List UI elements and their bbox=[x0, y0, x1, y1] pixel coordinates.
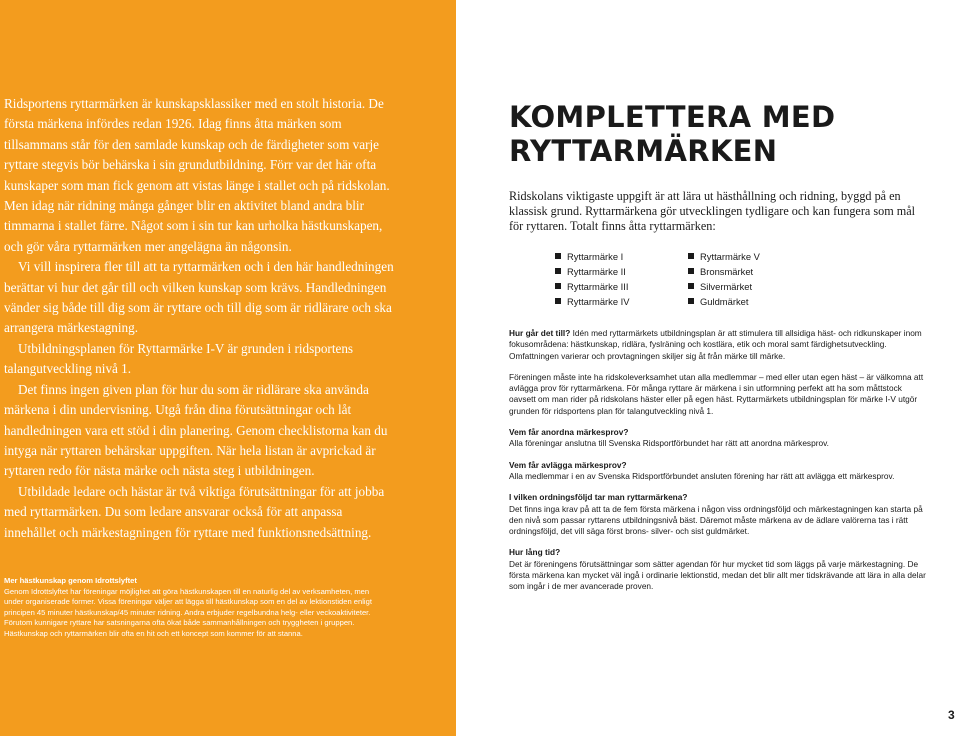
badge-list-left bbox=[555, 249, 630, 309]
faq-answer-text: Alla föreningar anslutna till Svenska Ridsportförbundet har rätt att anordna märkesprov. bbox=[509, 438, 829, 449]
square-bullet-icon bbox=[555, 298, 561, 304]
paragraph: Det finns ingen given plan för hur du som är ridlärare ska använda märkena i din undervisning. Utgå från dina förutsättningar och låt handledningen vara ett stöd i din planering. Genom checklistorna kan du intyga när ryttaren behärskar uppgiften. När hela listan är avprickad är ryttaren redo för nästa märke och nästa steg i utbildningen. bbox=[4, 381, 388, 479]
faq-answer bbox=[509, 460, 927, 483]
orange-panel bbox=[0, 0, 456, 736]
badge-list-right bbox=[688, 249, 760, 309]
badge-label: Ryttarmärke V bbox=[700, 251, 760, 262]
faq-answer-text: Idén med ryttarmärkets utbildningsplan är att stimulera till allsidiga häst- och ridkunskaper inom fokusområdena: hästkunskap, ridlära, fyslräning och kostlära, etik och moral samt färdighetsutveckling. Omfattningen varierar och provtagningen skiljer sig åt från märke till märke. bbox=[509, 328, 922, 361]
faq-question: Vem får anordna märkesprov? bbox=[509, 427, 629, 438]
faq-answer bbox=[509, 427, 927, 450]
list-item bbox=[688, 249, 760, 264]
badge-label: Ryttarmärke II bbox=[567, 266, 626, 277]
square-bullet-icon bbox=[688, 253, 694, 259]
paragraph: Vi vill inspirera fler till att ta ryttarmärken och i den här handledningen berättar vi hur det går till och vilken kunskap som krävs. Handledningen vänder sig både till dig som är ryttare och till dig som är ridlärare och ska arrangera märkestagning. bbox=[4, 259, 394, 336]
idrottslyftet-sidebox bbox=[4, 576, 372, 640]
square-bullet-icon bbox=[555, 253, 561, 259]
page-number: 3 bbox=[948, 708, 955, 722]
badge-label: Ryttarmärke I bbox=[567, 251, 624, 262]
page-title bbox=[509, 100, 939, 168]
faq-answer bbox=[509, 547, 927, 592]
sidebox-title: Mer hästkunskap genom Idrottslyftet bbox=[4, 576, 137, 585]
faq-answer bbox=[509, 492, 927, 537]
list-item bbox=[555, 249, 630, 264]
square-bullet-icon bbox=[688, 268, 694, 274]
faq-answer: Föreningen måste inte ha ridskoleverksamhet utan alla medlemmar – med eller utan egen häst – är välkomna att avlägga prov för ryttarmärkena. För många ryttare är märkena i sin utformning perfekt att ha som måttstock oavsett om man rider på ridskolans häster eller på egen häst. Ryttarmärkets utbildningsplan för märke I-V utgör grunden för ridsportens plan för talangutveckling nivå 1. bbox=[509, 371, 924, 416]
list-item bbox=[555, 264, 630, 279]
faq-section bbox=[509, 328, 927, 603]
intro-body-text bbox=[4, 94, 396, 543]
faq-question: I vilken ordningsföljd tar man ryttarmärkena? bbox=[509, 492, 688, 503]
list-item bbox=[688, 264, 760, 279]
paragraph: Utbildade ledare och hästar är två viktiga förutsättningar för att jobba med ryttarmärken. Du som ledare ansvarar också för att anpassa innehållet och märkestagningen för ryttare med funktionsnedsättning. bbox=[4, 483, 385, 540]
badge-label: Guldmärket bbox=[700, 296, 749, 307]
faq-question: Hur går det till? bbox=[509, 328, 571, 338]
paragraph: Utbildningsplanen för Ryttarmärke I-V är grunden i ridsportens talangutveckling nivå 1. bbox=[4, 340, 354, 377]
badge-label: Bronsmärket bbox=[700, 266, 754, 277]
list-item bbox=[688, 279, 760, 294]
badge-label: Silvermärket bbox=[700, 281, 753, 292]
faq-question: Hur lång tid? bbox=[509, 547, 561, 558]
square-bullet-icon bbox=[688, 283, 694, 289]
faq-answer-text: Det är föreningens förutsättningar som sätter agendan för hur mycket tid som läggs på varje märkestagning. De första märkena kan mycket väl ingå i ordinarie lektionstid, medan det blir allt mer tidskrävande att lära in alla delar som ingår i de mer avancerade proven. bbox=[509, 558, 926, 592]
title-line: RYTTARMÄRKEN bbox=[509, 134, 778, 168]
faq-question: Vem får avlägga märkesprov? bbox=[509, 459, 627, 470]
badge-label: Ryttarmärke IV bbox=[567, 296, 630, 307]
faq-answer-text: Alla medlemmar i en av Svenska Ridsportförbundet ansluten förening har rätt att avlägga ett märkesprov. bbox=[509, 470, 895, 481]
list-item bbox=[555, 294, 630, 309]
list-item bbox=[688, 294, 760, 309]
square-bullet-icon bbox=[688, 298, 694, 304]
sidebox-text: Genom Idrottslyftet har föreningar möjlighet att göra hästkunskapen till en naturlig del av verksamheten, men under organiserade former. Vissa föreningar väljer att lägga till hästkunskap som en del av lektionstiden enligt principen 45 minuter hästkunskap/45 minuter ridning. Andra erbjuder regelbundna helg- eller veckoaktiviteter. Förutom kunnigare ryttare har satsningarna ofta ökat både sammanhållningen och tryggheten i gruppen. Hästkunskap och ryttarmärken blir ofta en hit och ett koncept som kommer för att stanna. bbox=[4, 586, 372, 638]
title-line: KOMPLETTERA MED bbox=[509, 100, 836, 134]
square-bullet-icon bbox=[555, 283, 561, 289]
square-bullet-icon bbox=[555, 268, 561, 274]
intro-text: Ridskolans viktigaste uppgift är att lära ut hästhållning och ridning, byggd på en klassisk grund. Ryttarmärkena gör utvecklingen tydligare och kan fungera som mål för ryttaren. Totalt finns åtta ryttarmärken: bbox=[509, 189, 915, 233]
list-item bbox=[555, 279, 630, 294]
faq-answer bbox=[509, 328, 927, 362]
paragraph: Ridsportens ryttarmärken är kunskapsklassiker med en stolt historia. De första märkena infördes redan 1926. Idag finns åtta märken som tillsammans står för den samlade kunskap och de färdigheter som varje ryttare stegvis bör behärska i sin grundutbildning. Förr var det här ofta kunskaper som man fick genom att vistas länge i stallet och på ridskolan. Men idag när ridning många gånger blir en aktivitet bland andra blir timmarna i stallet färre. Något som i sin tur kan urholka hästkunskapen, och gör våra ryttarmärken mer angelägna än någonsin. bbox=[4, 96, 390, 254]
faq-answer-text: Det finns inga krav på att ta de fem första märkena i någon viss ordningsföljd och märkestagningen kan starta på den nivå som passar ryttarens utbildningsnivå bäst. Däremot måste märkena av de ädlare valörerna tas i rätt ordningsföljd, det vill säga först brons- silver- och sist guldmärket. bbox=[509, 503, 923, 537]
badge-label: Ryttarmärke III bbox=[567, 281, 629, 292]
